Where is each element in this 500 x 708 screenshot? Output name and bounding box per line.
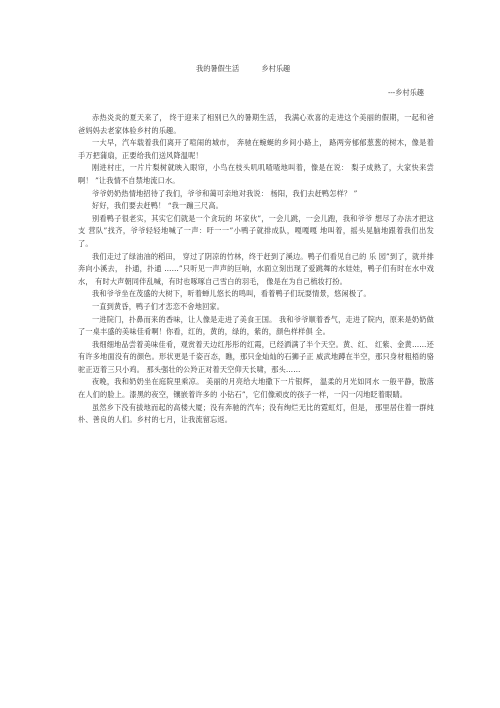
paragraph: 一进院门，扑鼻而来的香味，让人像是走进了美食王国。 我和爷爷顺着香气，走进了院内，原来是奶奶做了一桌丰盛的美味佳肴啊！你看，红的，黄的，绿的，紫的，颜色样样俱 全。 [78,314,434,337]
paragraph: 一大早，汽车载着我们离开了喧闹的城市， 奔驰在蜿蜒的乡间小路上， 路两旁郁郁葱葱的树木，像是着手万把蒲扇，正要给我们送风降温呢！ [78,138,434,160]
paragraph: 我和爷爷坐在茂盛的大树下，听着蝉儿悠长的鸣叫，看着鸭子们玩耍情景，悠闲极了。 [92,289,371,299]
paragraph: 刚进村庄，一片片梨树就映入眼帘，小鸟在枝头叽叽喳喳地叫着，像是在说： 梨子成熟了，大家快来尝啊！ ”让我情不自禁地流口水。 [78,163,434,185]
paragraph: 虽然乡下没有拔地而起的高楼大厦；没有奔驰的汽车；没有绚烂无比的霓虹灯，但是， 那里居住着一群纯朴、善良的人们。乡村的七月，让我流留忘返。 [78,402,434,425]
paragraph: 夜晚，我和奶奶坐在庭院里乘凉。 美丽的月亮给大地撒下一片银辉， 温柔的月光如同水 一般平静，散落在人们的脸上。漆黑的夜空，镶嵌着许多的 小钻石”，它们像顽皮的孩子一样，一闪一闪地眨着眼睛。 [78,377,434,400]
document-body [78,112,434,427]
document-title: 我的暑假生活 [196,64,240,73]
paragraph: 爷爷奶奶热情地招待了我们，爷爷和蔼可亲地对我说： 杨阳，我们去赶鸭怎样？ ” [92,188,358,198]
paragraph: 好好，我们要去赶鸭！ “我一蹦三尺高。 [92,201,223,211]
paragraph: 我细细地品尝着美味佳肴，观赏着天边红彤彤的红霞，已经洒满了半个天空。黄、红、 红紫、金黄……还有许多地面没有的颜色。形状更是千姿百态，瞧，那只金灿灿的石狮子正 威武地蹲在半空，那只身材粗梧的骆驼正迈着三只小鸡。 那头强壮的公羚正对着天空仰天长啸，那头…… [78,339,434,374]
title-row [196,64,434,74]
paragraph: 一直到黄昏，鸭子们才恋恋不舍地回家。 [92,301,225,311]
author-signature: ---乡村乐趣 [387,88,424,97]
document-page [78,64,434,427]
document-subtitle: 乡村乐趣 [261,64,291,73]
paragraph: 赤热炎炎的夏天来了， 终于迎来了相别已久的暑期生活， 我满心欢喜的走进这个美丽的假期，一起和爸爸妈妈去老家体验乡村的乐趣。 [78,113,434,135]
paragraph: 别看鸭子很老实，其实它们就是一个贪玩的 坏家伙”，一会儿跳，一会儿跑，我和爷爷 想尽了办法才把这支 营队”找齐，爷爷轻轻地喊了一声：吁一一”小鸭子就排成队，嘎嘎嘎 地叫着，摇头晃脑地跟着我们出发了。 [78,213,434,248]
paragraph: 我们走过了绿油油的稻田， 穿过了阴凉的竹林，终于赶到了溪边。鸭子们看见自己的 乐 园”到了，就并排奔向小溪去， 扑通，扑通 ……”只听见一声声的巨响，水面立刻出现了爱跳舞的水娃娃，鸭子们有时在水中戏水， 有时大声朝同伴乱喊，有时也啄啄自己雪白的羽毛， 像是在为自己梳妆打扮。 [78,251,434,286]
